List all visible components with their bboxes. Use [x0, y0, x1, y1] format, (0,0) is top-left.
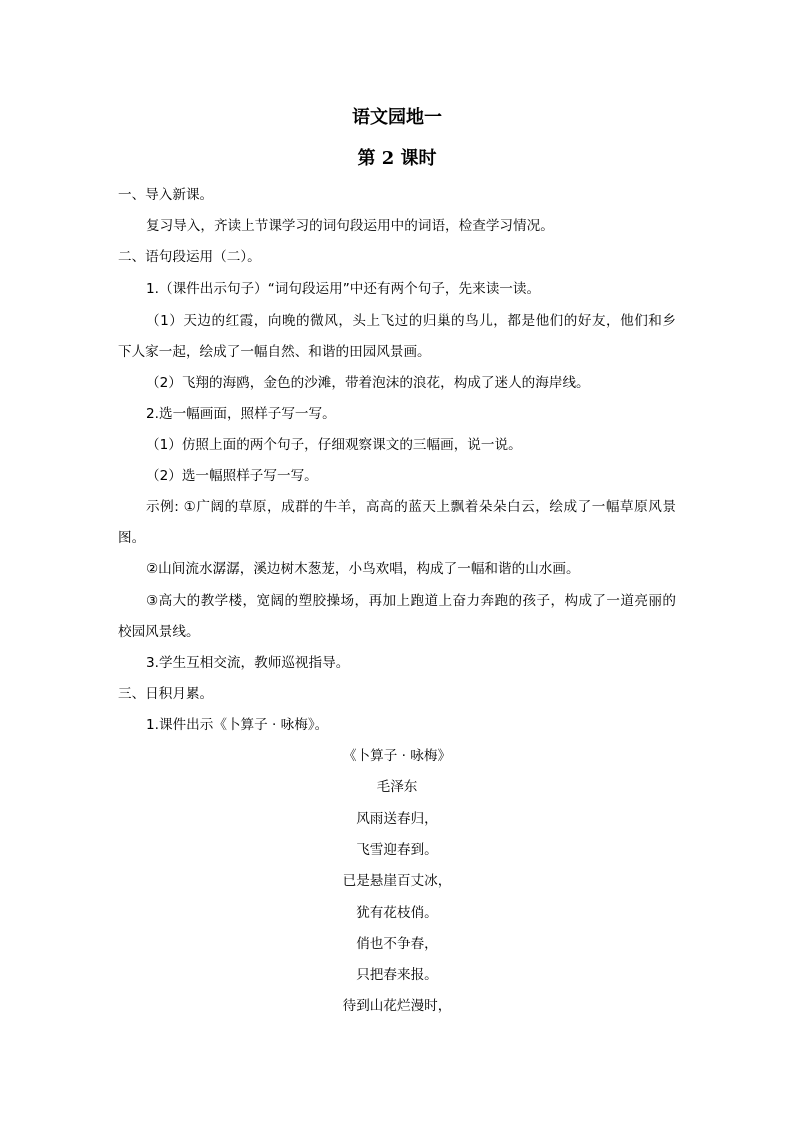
paragraph: （1）仿照上面的两个句子，仔细观察课文的三幅画，说一说。 — [146, 437, 522, 453]
paragraph: （1）天边的红霞，向晚的微风，头上飞过的归巢的鸟儿，都是他们的好友，他们和乡 — [146, 313, 676, 329]
paragraph: ③高大的教学楼，宽阔的塑胶操场，再加上跑道上奋力奔跑的孩子，构成了一道亮丽的 — [146, 593, 676, 609]
poem-line: 待到山花烂漫时， — [342, 998, 452, 1014]
section-heading-2: 二、语句段运用（二）。 — [118, 249, 261, 265]
poem-line: 只把春来报。 — [356, 967, 438, 983]
paragraph: ②山间流水潺潺，溪边树木葱茏，小鸟欢唱，构成了一幅和谐的山水画。 — [146, 561, 580, 577]
poem-line: 风雨送春归， — [356, 811, 438, 827]
section-heading-3: 三、日积月累。 — [118, 686, 214, 702]
paragraph: 2.选一幅画面，照样子写一写。 — [146, 406, 336, 422]
poem-author: 毛泽东 — [376, 779, 418, 795]
document-subtitle: 第 2 课时 — [357, 148, 437, 169]
poem-line: 飞雪迎春到。 — [356, 842, 438, 858]
section-heading-1: 一、导入新课。 — [118, 187, 214, 203]
paragraph: 3.学生互相交流，教师巡视指导。 — [146, 655, 350, 671]
paragraph: 图。 — [118, 530, 146, 546]
paragraph: 校园风景线。 — [118, 624, 200, 640]
poem-title: 《卜算子 · 咏梅》 — [342, 748, 452, 764]
paragraph: 示例: ①广阔的草原，成群的牛羊，高高的蓝天上飘着朵朵白云，绘成了一幅草原风景 — [146, 499, 676, 515]
poem-line: 犹有花枝俏。 — [356, 905, 438, 921]
paragraph: 1.课件出示《卜算子 · 咏梅》。 — [146, 717, 329, 733]
poem-line: 已是悬崖百丈冰， — [342, 873, 452, 889]
paragraph: （2）飞翔的海鸥，金色的沙滩，带着泡沫的浪花，构成了迷人的海岸线。 — [146, 375, 590, 391]
paragraph: 复习导入，齐读上节课学习的词句段运用中的词语，检查学习情况。 — [146, 218, 554, 234]
poem-line: 俏也不争春， — [356, 936, 438, 952]
paragraph: （2）选一幅照样子写一写。 — [146, 468, 318, 484]
paragraph: 下人家一起，绘成了一幅自然、和谐的田园风景画。 — [118, 344, 431, 360]
paragraph: 1.（课件出示句子）“词句段运用”中还有两个句子，先来读一读。 — [146, 281, 541, 297]
document-title: 语文园地一 — [352, 107, 442, 128]
